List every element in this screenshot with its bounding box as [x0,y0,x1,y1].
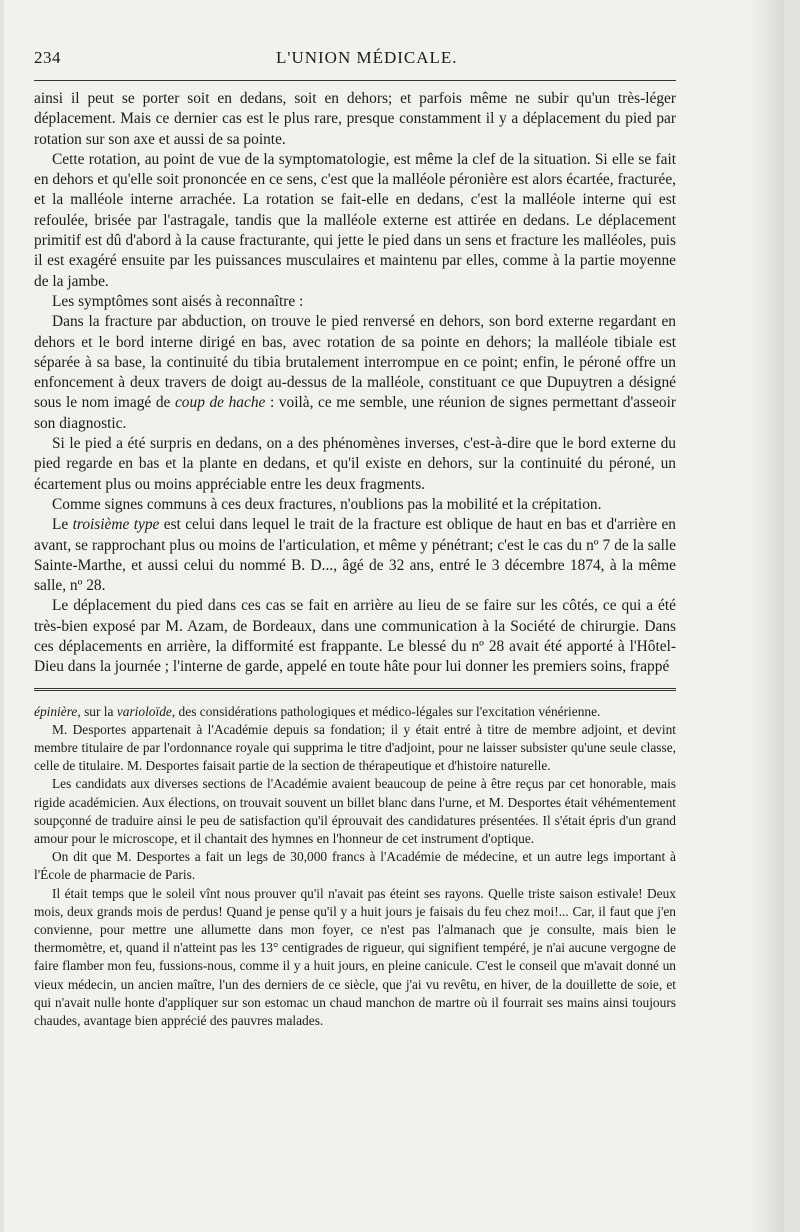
feuilleton-paragraph: On dit que M. Desportes a fait un legs de 30,000 francs à l'Académie de médecine, et un autre legs important à l'École de pharmacie de Paris. [34,849,676,883]
feuilleton-paragraph [34,703,676,721]
journal-title: L'UNION MÉDICALE. [276,48,458,67]
main-paragraph: Comme signes communs à ces deux fractures, n'oublions pas la mobilité et la crépitation. [52,495,602,513]
feuilleton-section [34,703,676,1031]
main-text-span: : voilà, ce me semble, une réunion de signes permettant d'asseoir son diagnostic. [34,394,676,432]
main-paragraph: Si le pied a été surpris en dedans, on a des phénomènes inverses, c'est-à-dire que le bord externe du pied regarde en bas et la plante en dedans, et qu'il existe en dehors, sur la continuité du péroné, un écartement plus ou moins appréciable entre les deux fragments. [34,435,676,493]
feuilleton-paragraph: M. Desportes appartenait à l'Académie depuis sa fondation; il y était entré à titre de membre adjoint, et devint membre titulaire de par l'ordonnance royale qui supprima le titre d'adjoint, pour ne laisser subsister qu'une seule classe, celle de titulaire. M. Desportes faisait partie de la section de thérapeutique et d'histoire naturelle. [34,721,676,774]
main-paragraph: ainsi il peut se porter soit en dedans, soit en dehors; et parfois même ne subir qu'un très-léger déplacement. Mais ce dernier cas est le plus rare, presque constamment il y a déplacement du pied par rotation sur son axe et aussi de sa pointe. [34,90,676,148]
feuilleton-text-span: des considérations pathologiques et médico-légales sur l'excitation vénérienne. [175,703,601,719]
header-rule [34,80,676,81]
italic-term: épinière, [34,703,81,719]
main-article [34,89,676,678]
main-text-span: est celui dans lequel le trait de la fracture est oblique de haut en bas et d'arrière en avant, se rapprochant plus ou moins de l'articulation, et même y pénétrant; c'est le cas du nº 7 de la salle Sainte-Marthe, et aussi celui du nommé B. D..., âgé de 32 ans, entré le 3 décembre 1874, à la même salle, nº 28. [34,516,676,595]
feuilleton-text-span: sur la [80,703,117,719]
italic-term: coup de hache [174,394,266,412]
italic-term: troisième type [72,516,160,534]
main-text-span: Dans la fracture par abduction, on trouve le pied renversé en dehors, son bord externe regardant en dehors et le bord interne dirigé en bas, avec rotation de sa pointe en dehors; la malléole tibiale est séparée à sa base, la continuité du tibia brutalement interrompue en ce point; enfin, le péroné offre un enfoncement à deux travers de doigt au-dessus de la malléole, constituant ce que Dupuytren a désigné sous le nom imagé de [34,313,676,412]
page-edge-shadow [750,0,784,1232]
main-paragraph [34,312,676,434]
main-paragraph [34,515,676,596]
main-paragraph: Les symptômes sont aisés à reconnaître : [52,292,304,310]
feuilleton-paragraph: Il était temps que le soleil vînt nous prouver qu'il n'avait pas éteint ses rayons. Quelle triste saison estivale! Deux mois, deux grands mois de perdus! Quand je pense qu'il y a huit jours je faisais du feu chez moi!... Car, il faut que j'en convienne, pour mettre une allumette dans mon foyer, ce n'est pas l'almanach que je consulte, mais bien le thermomètre, et, quand il n'atteint pas les 13° centigrades de rigueur, qui signifient tempéré, je n'ai aucune vergogne de faire flamber mon feu, fussions-nous, comme il y a huit jours, en pleine canicule. C'est le conseil que m'avait donné un vieux médecin, un ancien maître, l'un des derniers de ce siècle, que j'ai vu revêtu, en hiver, de la douillette de soie, et qui n'avait nulle honte d'appliquer sur son estomac un chaud manchon de martre où il fourrait ses mains ainsi toujours chaudes, avantage bien apprécié des pauvres malades. [34,885,676,1029]
page-number: 234 [34,48,61,67]
feuilleton-paragraph: Les candidats aux diverses sections de l'Académie avaient beaucoup de peine à être reçus par cet honorable, mais rigide académicien. Aux élections, on trouvait souvent un billet blanc dans l'urne, et M. Desportes était véhémentement soupçonné de traduire ainsi le peu de satisfaction qu'il éprouvait des candidatures présentées. Il s'était épris d'un grand amour pour le microscope, et il chantait des hymnes en l'honneur de cet instrument d'optique. [34,776,676,847]
running-header [34,42,676,72]
main-text-span: Le [52,516,73,534]
main-paragraph: Le déplacement du pied dans ces cas se fait en arrière au lieu de se faire sur les côtés, ce qui a été très-bien exposé par M. Azam, de Bordeaux, dans une communication à la Société de chirurgie. Dans ces déplacements en arrière, la difformité est frappante. Le blessé du nº 28 avait été apporté à l'Hôtel-Dieu dans la journée ; l'interne de garde, appelé en toute hâte pour lui donner les premiers soins, frappé [34,597,676,676]
italic-term: varioloïde, [116,703,176,719]
main-paragraph: Cette rotation, au point de vue de la symptomatologie, est même la clef de la situation. Si elle se fait en dehors et qu'elle soit prononcée en ce sens, c'est que la malléole péronière est alors écartée, fracturée, et la malléole interne arrachée. La rotation se fait-elle en dedans, c'est la malléole interne qui est refoulée, brisée par l'astragale, tandis que la malléole externe est attirée en dedans. Le déplacement primitif est dû d'abord à la cause fracturante, qui jette le pied dans un sens et fracture les malléoles, puis il est exagéré ensuite par les puissances musculaires et maintenu par elles, comme à la partie moyenne de la jambe. [34,150,676,290]
feuilleton-divider [34,688,676,693]
page [4,0,784,1232]
